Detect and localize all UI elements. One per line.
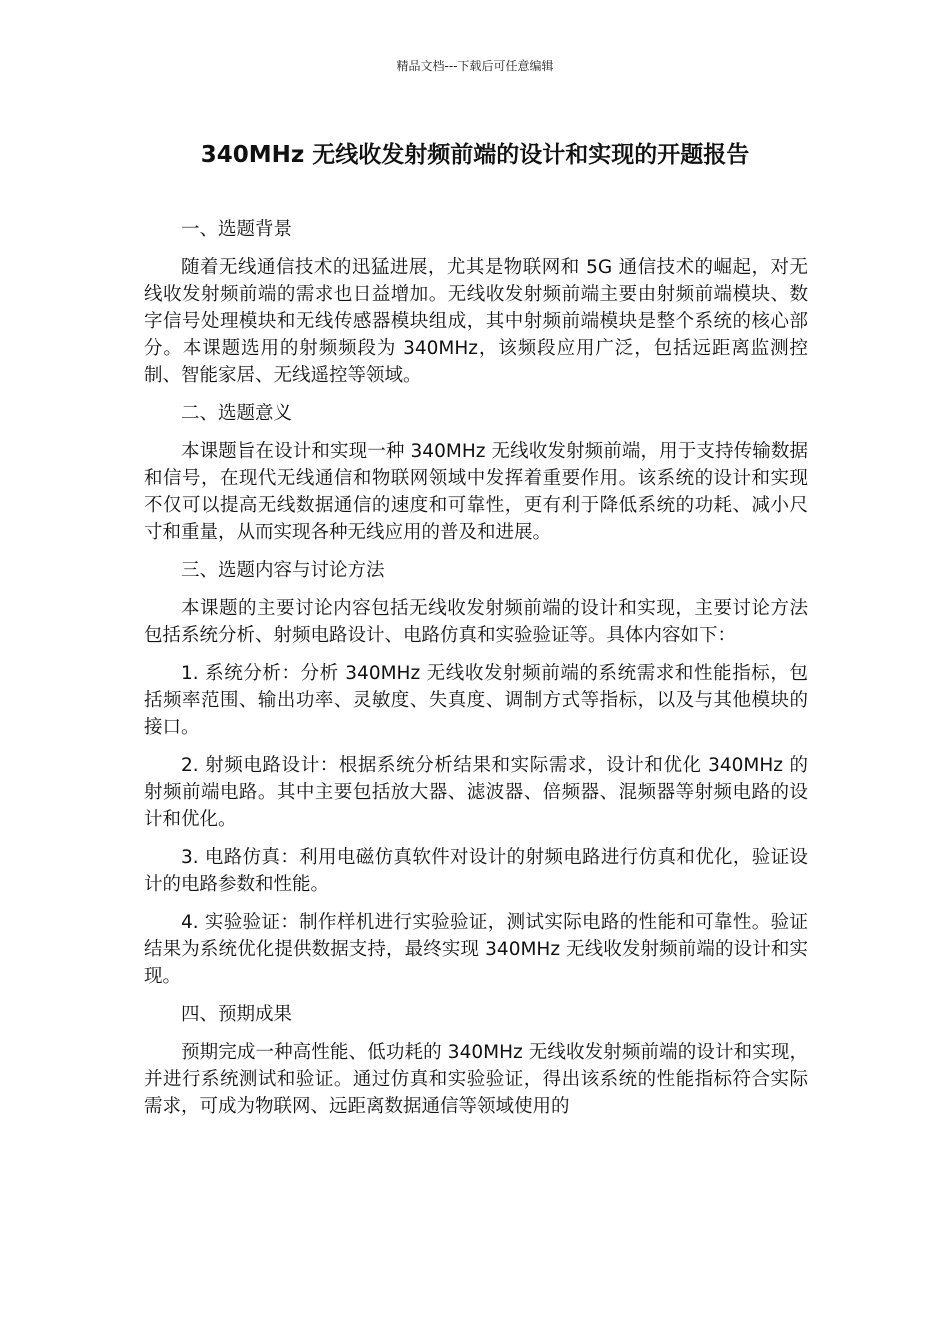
section-heading-significance: 二、选题意义 — [181, 403, 293, 424]
paragraph-content-methods: 本课题的主要讨论内容包括无线收发射频前端的设计和实现，主要讨论方法包括系统分析、射频电路设计、电路仿真和实验验证等。具体内容如下： — [144, 598, 808, 646]
paragraph-background: 随着无线通信技术的迅猛进展，尤其是物联网和 5G 通信技术的崛起，对无线收发射频前端的需求也日益增加。无线收发射频前端主要由射频前端模块、数字信号处理模块和无线传感器模块组成，其中射频前端模块是整个系统的核心部分。本课题选用的射频频段为 340MHz，该频段应用广泛，包括远距离监测控制、智能家居、无线遥控等领域。 — [144, 257, 808, 386]
list-item-experimental-verification: 4. 实验验证：制作样机进行实验验证，测试实际电路的性能和可靠性。验证结果为系统优化提供数据支持，最终实现 340MHz 无线收发射频前端的设计和实现。 — [144, 912, 808, 987]
paragraph-significance: 本课题旨在设计和实现一种 340MHz 无线收发射频前端，用于支持传输数据和信号，在现代无线通信和物联网领域中发挥着重要作用。该系统的设计和实现不仅可以提高无线数据通信的速度和可靠性，更有利于降低系统的功耗、减小尺寸和重量，从而实现各种无线应用的普及和进展。 — [144, 441, 808, 543]
section-heading-background: 一、选题背景 — [181, 219, 293, 240]
header-note: 精品文档---下载后可任意编辑 — [396, 59, 554, 73]
section-heading-expected-results: 四、预期成果 — [181, 1004, 293, 1025]
section-heading-content-methods: 三、选题内容与讨论方法 — [181, 560, 385, 581]
document-body — [144, 216, 808, 1131]
list-item-system-analysis: 1. 系统分析：分析 340MHz 无线收发射频前端的系统需求和性能指标，包括频率范围、输出功率、灵敏度、失真度、调制方式等指标，以及与其他模块的接口。 — [144, 663, 808, 738]
document-title: 340MHz 无线收发射频前端的设计和实现的开题报告 — [200, 142, 750, 168]
list-item-rf-circuit-design: 2. 射频电路设计：根据系统分析结果和实际需求，设计和优化 340MHz 的射频前端电路。其中主要包括放大器、滤波器、倍频器、混频器等射频电路的设计和优化。 — [144, 755, 808, 830]
paragraph-expected-results: 预期完成一种高性能、低功耗的 340MHz 无线收发射频前端的设计和实现，并进行系统测试和验证。通过仿真和实验验证，得出该系统的性能指标符合实际需求，可成为物联网、远距离数据通信等领域使用的 — [144, 1042, 808, 1117]
list-item-circuit-simulation: 3. 电路仿真：利用电磁仿真软件对设计的射频电路进行仿真和优化，验证设计的电路参数和性能。 — [144, 847, 808, 895]
